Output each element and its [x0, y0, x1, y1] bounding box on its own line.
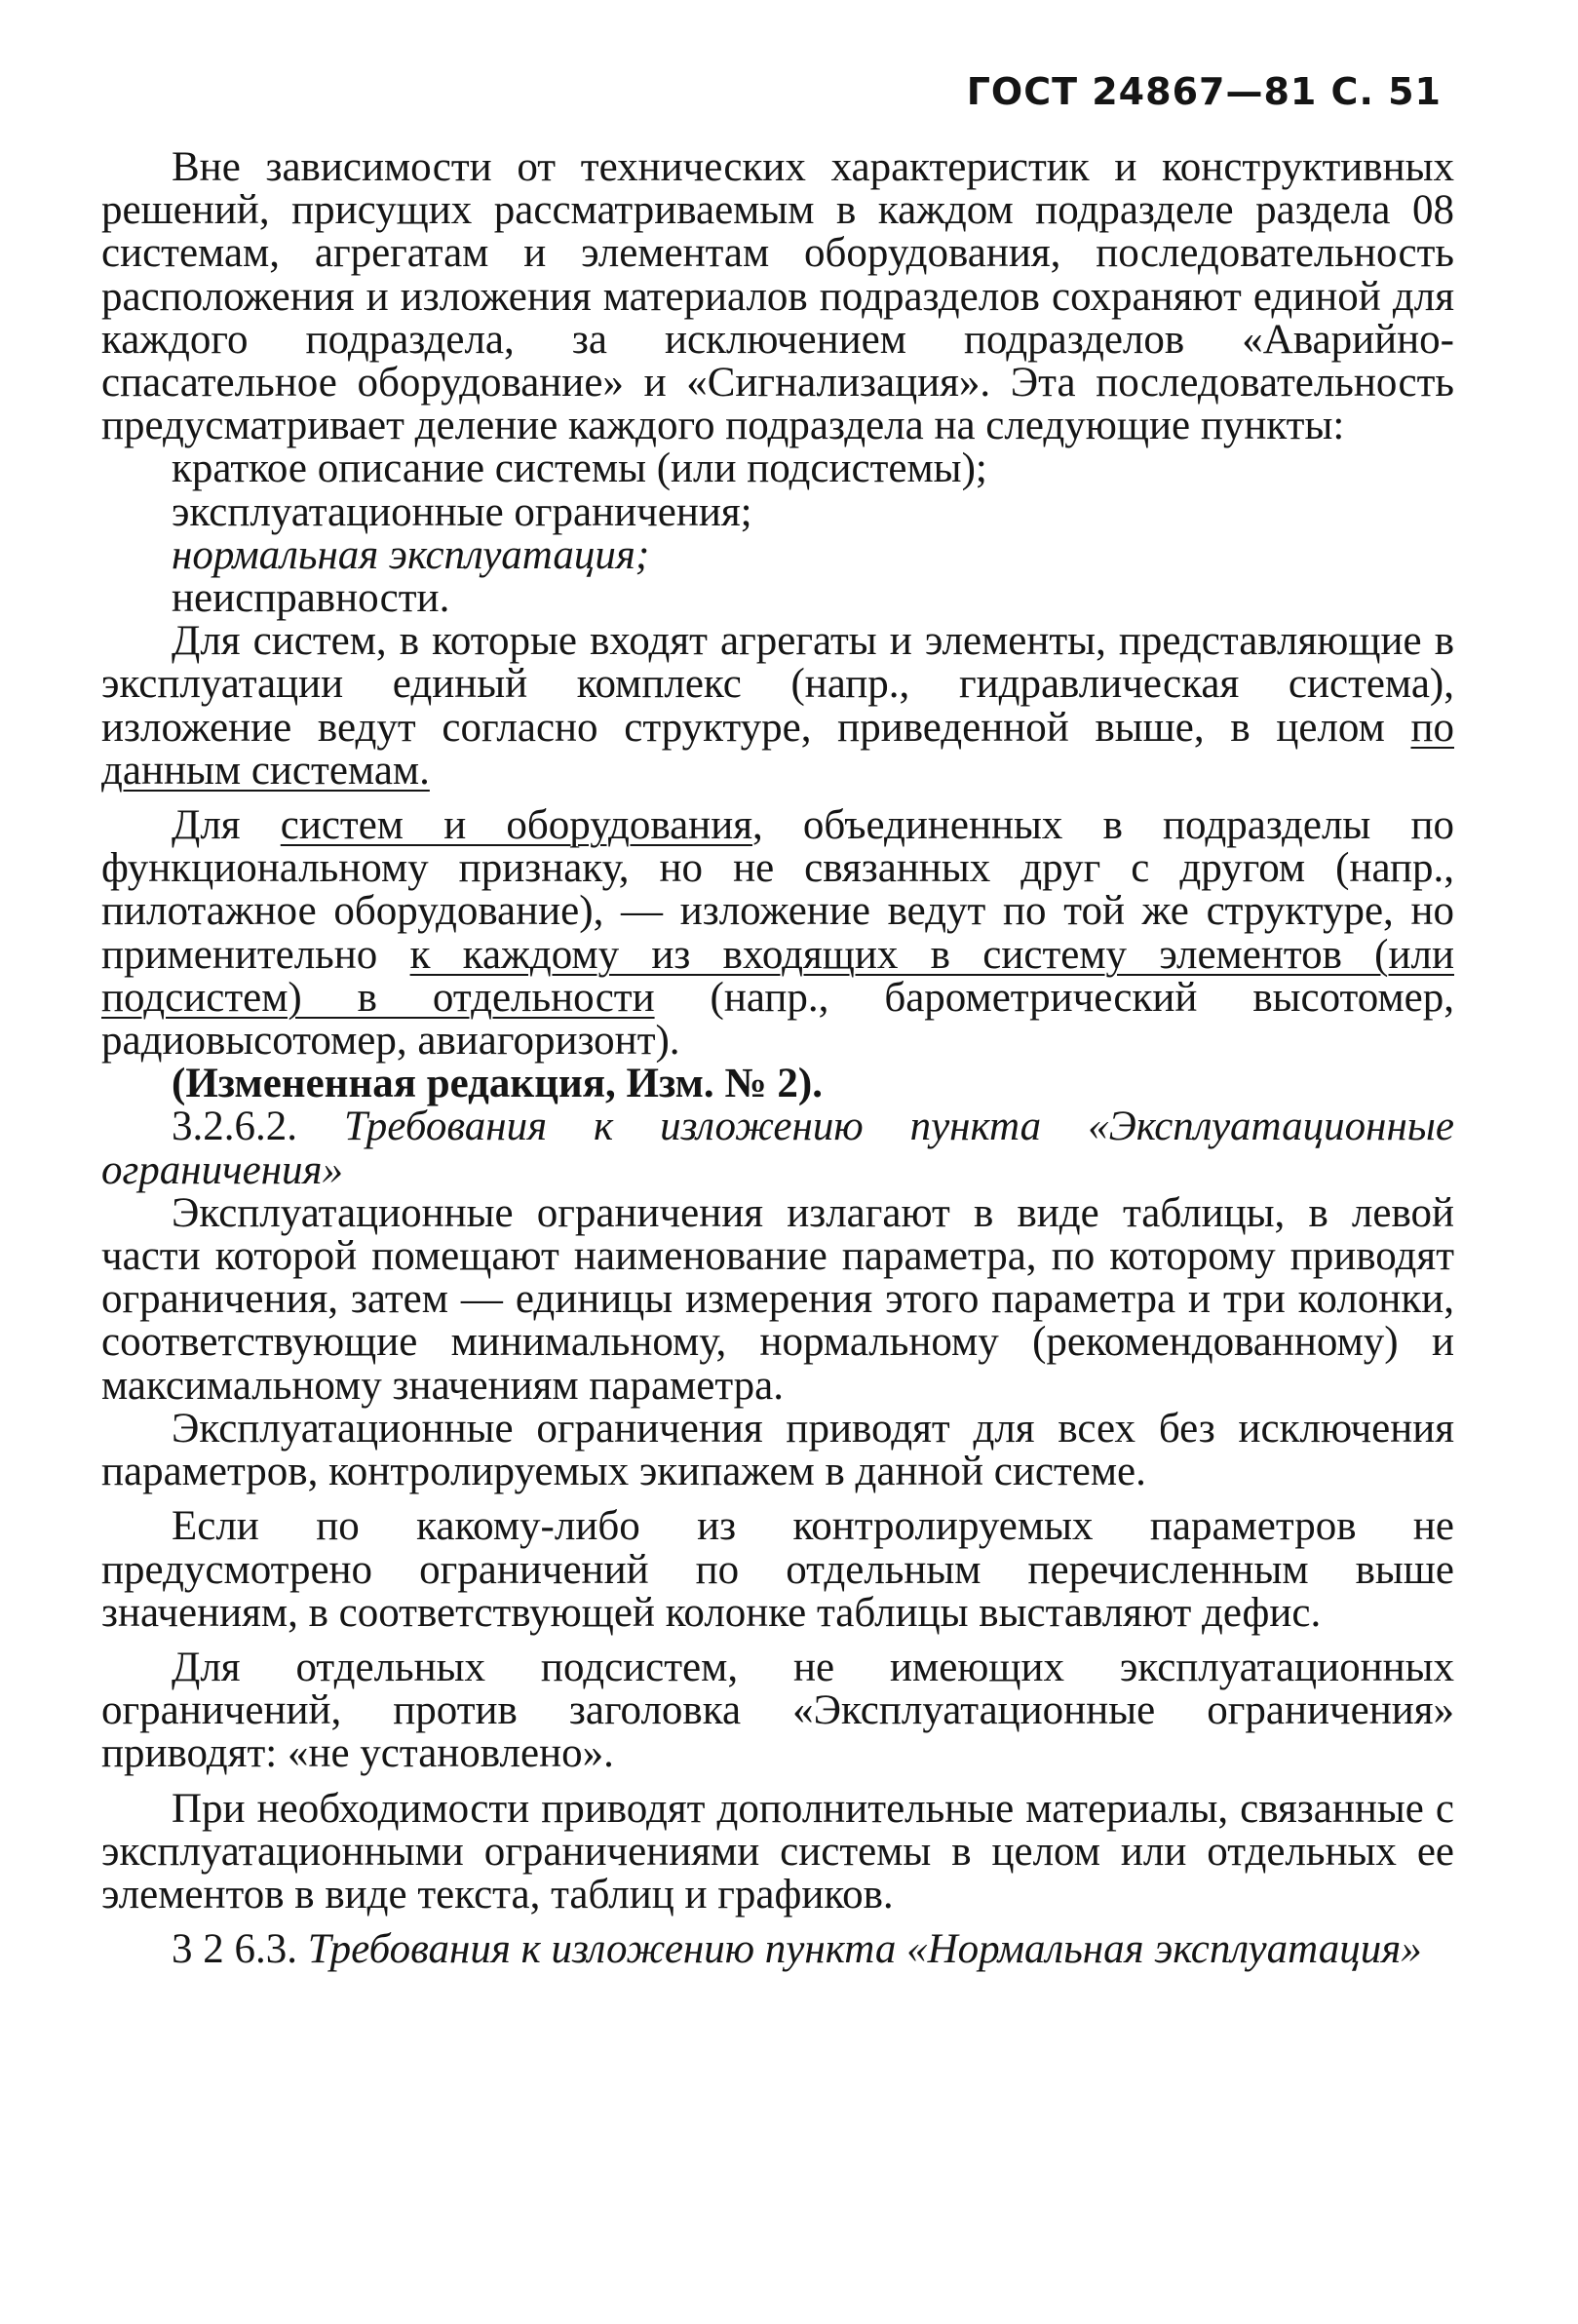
list-item: нормальная эксплуатация; — [172, 531, 650, 578]
equipment-paragraph — [101, 804, 1454, 1063]
equipment-text: Для — [172, 802, 281, 849]
systems-text: Для систем, в которые входят агрегаты и элементы, представляющие в эксплуатации единый комплекс (напр., гидравлическая система), изложение ведут согласно структуре, приведенной выше, в целом — [101, 618, 1454, 751]
underlined-text: систем и оборудования — [280, 802, 752, 849]
intro-paragraph: Вне зависимости от технических характеристик и конструктивных решений, присущих рассматриваемым в каждом подразделе раздела 08 системам, агрегатам и элементам оборудования, последовательность расположения и изложения материалов подразделов сохраняют единой для каждого подраздела, за исключением подразделов «Аварийно-спасательное оборудование» и «Сигнализация». Эта последовательность предусматривает деление каждого подраздела на следующие пункты: — [101, 144, 1454, 449]
equipment-text: (напр., барометрический высотомер, радиовысотомер, авиагоризонт). — [101, 974, 1454, 1065]
dash-paragraph: Если по какому-либо из контролируемых параметров не предусмотрено ограничений по отдельным перечисленным выше значениям, в соответствующей колонке таблицы выставляют дефис. — [101, 1503, 1454, 1636]
section-title: Требования к изложению пункта «Нормальная эксплуатация» — [307, 1926, 1422, 1973]
page-header: ГОСТ 24867—81 С. 51 — [966, 70, 1442, 113]
section-heading-3263 — [101, 1928, 1454, 1971]
section-number: 3 2 6.3. — [172, 1926, 297, 1973]
not-set-paragraph: Для отдельных подсистем, не имеющих эксплуатационных ограничений, против заголовка «Эксплуатационные ограничения» приводят: «не установлено». — [101, 1644, 1454, 1777]
extra-materials-paragraph: При необходимости приводят дополнительные материалы, связанные с эксплуатационными ограничениями системы в целом или отдельных ее элементов в виде текста, таблиц и графиков. — [101, 1785, 1454, 1917]
list-item: краткое описание системы (или подсистемы); — [172, 445, 987, 492]
underlined-text: к каждому из входящих в систему элементов (или подсистем) в отдельности — [101, 931, 1454, 1021]
change-note: (Измененная редакция, Изм. № 2). — [172, 1061, 823, 1107]
section-number: 3.2.6.2. — [172, 1104, 297, 1150]
list-item: неисправности. — [172, 575, 450, 622]
section-title: Требования к изложению пункта «Эксплуатационные ограничения» — [101, 1104, 1455, 1193]
list-item: эксплуатационные ограничения; — [172, 488, 752, 535]
all-params-paragraph: Эксплуатационные ограничения приводят для всех без исключения параметров, контролируемых экипажем в данной системе. — [101, 1405, 1454, 1495]
equipment-text: , объединенных в подразделы по функциональному признаку, но не связанных друг с другом (напр., пилотажное оборудование), — изложение ведут по той же структуре, но применительно — [101, 802, 1454, 978]
section-heading-3262 — [101, 1105, 1454, 1191]
table-paragraph: Эксплуатационные ограничения излагают в виде таблицы, в левой части которой помещают наименование параметра, по которому приводят ограничения, затем — единицы измерения этого параметра и три колонки, соответствующие минимальному, нормальному (рекомендованному) и максимальному значениям параметра. — [101, 1189, 1454, 1409]
document-body — [101, 146, 1454, 1971]
systems-paragraph — [101, 620, 1454, 793]
underlined-text: по данным системам. — [101, 704, 1454, 794]
